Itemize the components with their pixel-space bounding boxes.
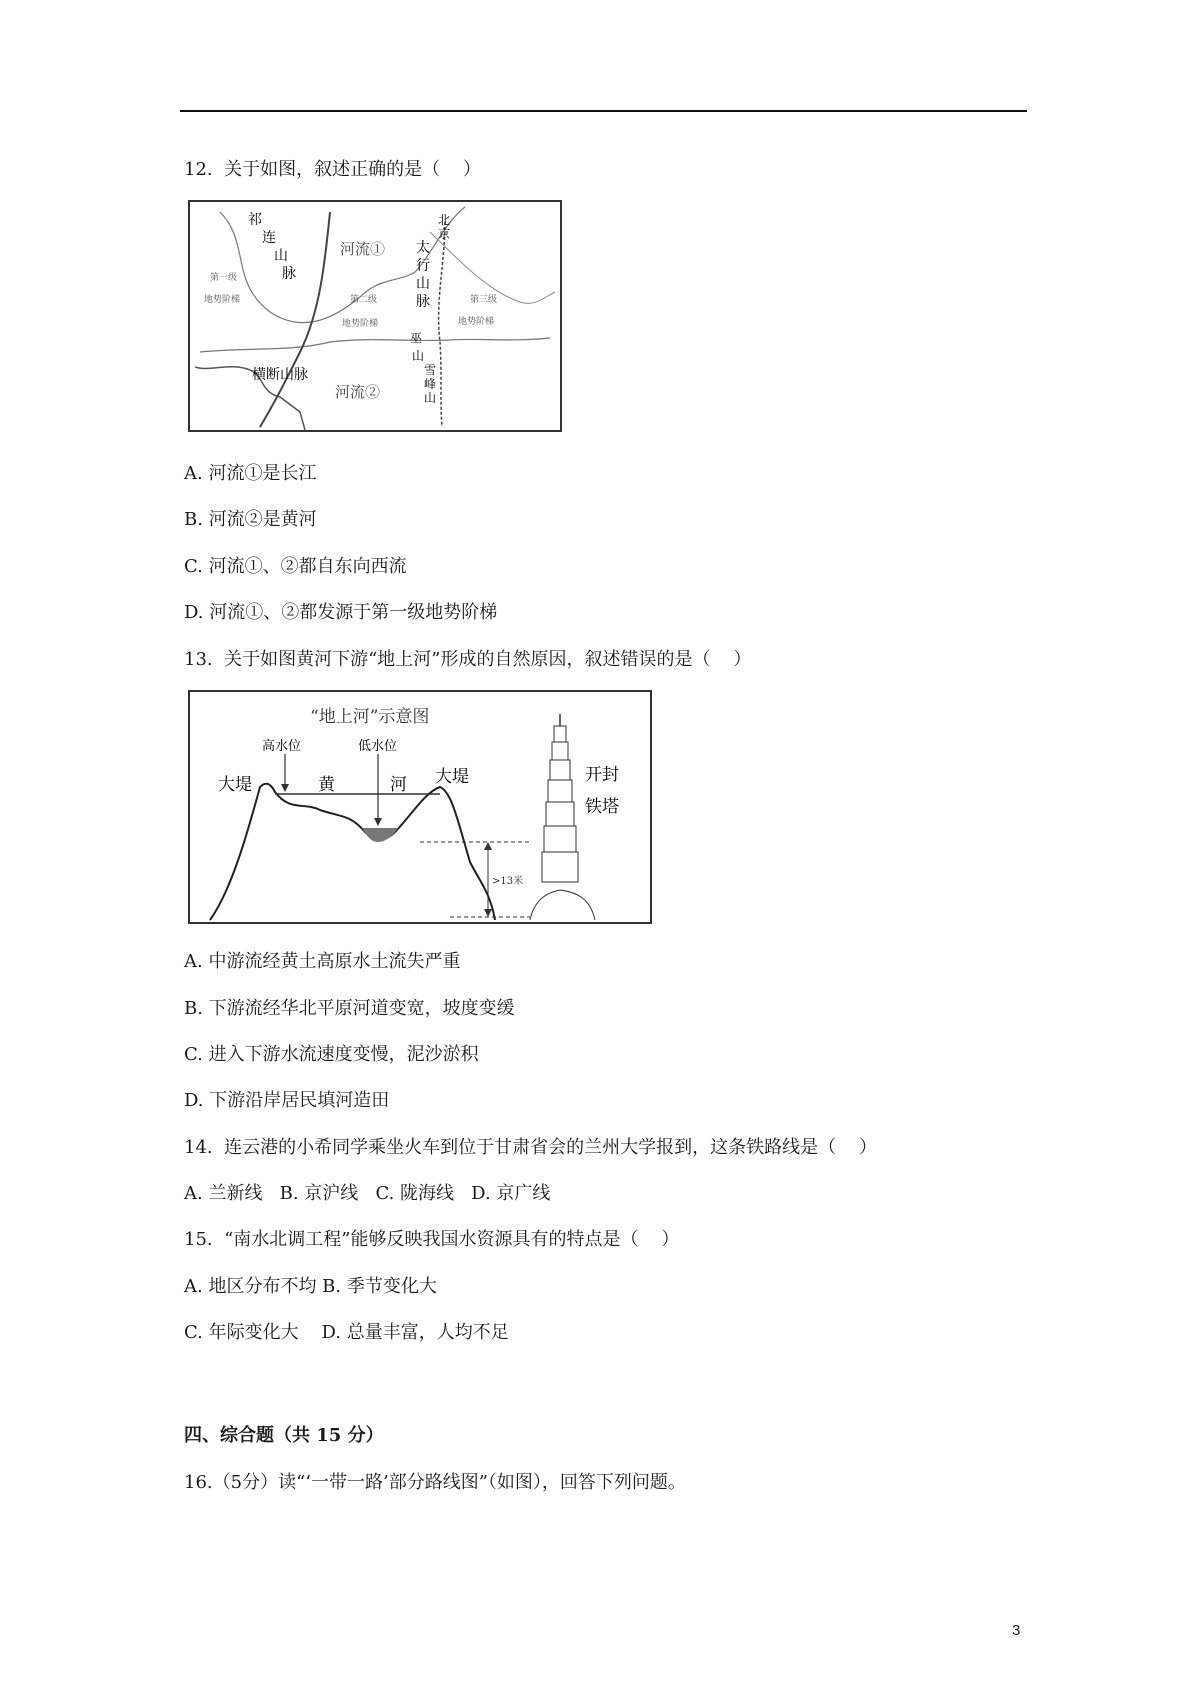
q12-map-figure — [188, 200, 562, 432]
river-he-label: 河 — [390, 775, 407, 795]
q12-option-a: A. 河流①是长江 — [184, 463, 317, 484]
coast-east — [430, 232, 555, 303]
river2-label: 河流② — [335, 383, 381, 401]
svg-text:北: 北 — [438, 213, 451, 227]
levee-right-label: 大堤 — [435, 767, 469, 787]
kaifeng-iron-tower-icon — [530, 714, 595, 920]
svg-text:连: 连 — [262, 230, 276, 246]
high-water-label: 高水位 — [262, 739, 302, 754]
beijing-label — [438, 213, 450, 241]
china-terrain-map — [190, 202, 560, 430]
svg-text:行: 行 — [416, 258, 430, 274]
svg-text:地势阶梯: 地势阶梯 — [204, 295, 241, 305]
header-rule — [180, 110, 1027, 112]
river2-path — [200, 338, 550, 352]
svg-text:脉: 脉 — [282, 266, 296, 282]
low-water-label: 低水位 — [358, 739, 398, 754]
height-arrow-up — [484, 842, 492, 850]
svg-text:脉: 脉 — [416, 294, 430, 310]
step3-label — [458, 293, 497, 327]
q13-option-c: C. 进入下游水流速度变慢，泥沙淤积 — [184, 1044, 479, 1065]
qilian-label — [248, 212, 296, 282]
levee-left-label: 大堤 — [218, 775, 252, 795]
height-arrow-down — [484, 909, 492, 917]
svg-text:山: 山 — [424, 391, 437, 405]
svg-text:第二级: 第二级 — [350, 295, 378, 305]
q12-stem: 12. 关于如图，叙述正确的是（ ） — [184, 159, 481, 180]
q13-option-b: B. 下游流经华北平原河道变宽，坡度变缓 — [184, 998, 515, 1019]
above-ground-river-diagram — [190, 692, 650, 922]
q15-stem: 15. “南水北调工程”能够反映我国水资源具有的特点是（ ） — [184, 1229, 680, 1250]
svg-text:雪: 雪 — [424, 363, 437, 377]
q13-stem: 13. 关于如图黄河下游“地上河”形成的自然原因，叙述错误的是（ ） — [184, 649, 752, 670]
step1-label — [204, 271, 240, 305]
section4-heading: 四、综合题（共 15 分） — [184, 1425, 384, 1446]
step-boundary-2 — [439, 222, 445, 427]
xuefeng-label — [424, 363, 436, 405]
height-label: >13米 — [492, 876, 524, 887]
hengduan-label: 横断山脉 — [252, 367, 308, 383]
terrain-profile — [210, 784, 495, 920]
tower-label — [585, 765, 619, 817]
svg-text:山: 山 — [416, 276, 430, 292]
q15-options-row2: C. 年际变化大 D. 总量丰富，人均不足 — [184, 1322, 509, 1343]
q14-stem: 14. 连云港的小希同学乘坐火车到位于甘肃省会的兰州大学报到，这条铁路线是（ ） — [184, 1137, 877, 1158]
q16-stem: 16.（5分）读“‘一带一路’部分路线图”（如图），回答下列问题。 — [184, 1472, 686, 1493]
q14-options: A. 兰新线 B. 京沪线 C. 陇海线 D. 京广线 — [184, 1183, 551, 1204]
svg-text:祁: 祁 — [248, 212, 262, 228]
svg-text:地势阶梯: 地势阶梯 — [342, 319, 379, 329]
svg-text:太: 太 — [416, 240, 430, 256]
svg-text:地势阶梯: 地势阶梯 — [458, 317, 495, 327]
svg-text:巫: 巫 — [410, 331, 423, 345]
q15-options-row1: A. 地区分布不均 B. 季节变化大 — [184, 1276, 437, 1297]
svg-text:山: 山 — [412, 349, 425, 363]
step2-label — [342, 293, 378, 329]
q13-option-a: A. 中游流经黄土高原水土流失严重 — [184, 951, 461, 972]
q12-option-d: D. 河流①、②都发源于第一级地势阶梯 — [184, 602, 498, 623]
svg-text:第三级: 第三级 — [470, 295, 498, 305]
wushan-label — [410, 331, 424, 363]
svg-text:铁塔: 铁塔 — [585, 797, 619, 817]
svg-text:第一级: 第一级 — [210, 273, 238, 283]
q13-figure — [188, 690, 652, 924]
svg-text:京: 京 — [438, 227, 451, 241]
low-water-arrowhead — [374, 818, 382, 826]
q12-option-b: B. 河流②是黄河 — [184, 509, 317, 530]
taihang-label — [416, 239, 430, 310]
high-water-arrowhead — [281, 784, 289, 792]
page-number: 3 — [1012, 1622, 1021, 1639]
river-huang-label: 黄 — [318, 775, 335, 795]
svg-text:峰: 峰 — [424, 377, 437, 391]
svg-text:开封: 开封 — [585, 765, 619, 785]
river1-label: 河流① — [340, 240, 386, 258]
q12-option-c: C. 河流①、②都自东向西流 — [184, 556, 407, 577]
svg-text:山: 山 — [274, 248, 288, 264]
q13-option-d: D. 下游沿岸居民填河造田 — [184, 1090, 390, 1111]
figure-title: “地上河”示意图 — [310, 707, 430, 727]
